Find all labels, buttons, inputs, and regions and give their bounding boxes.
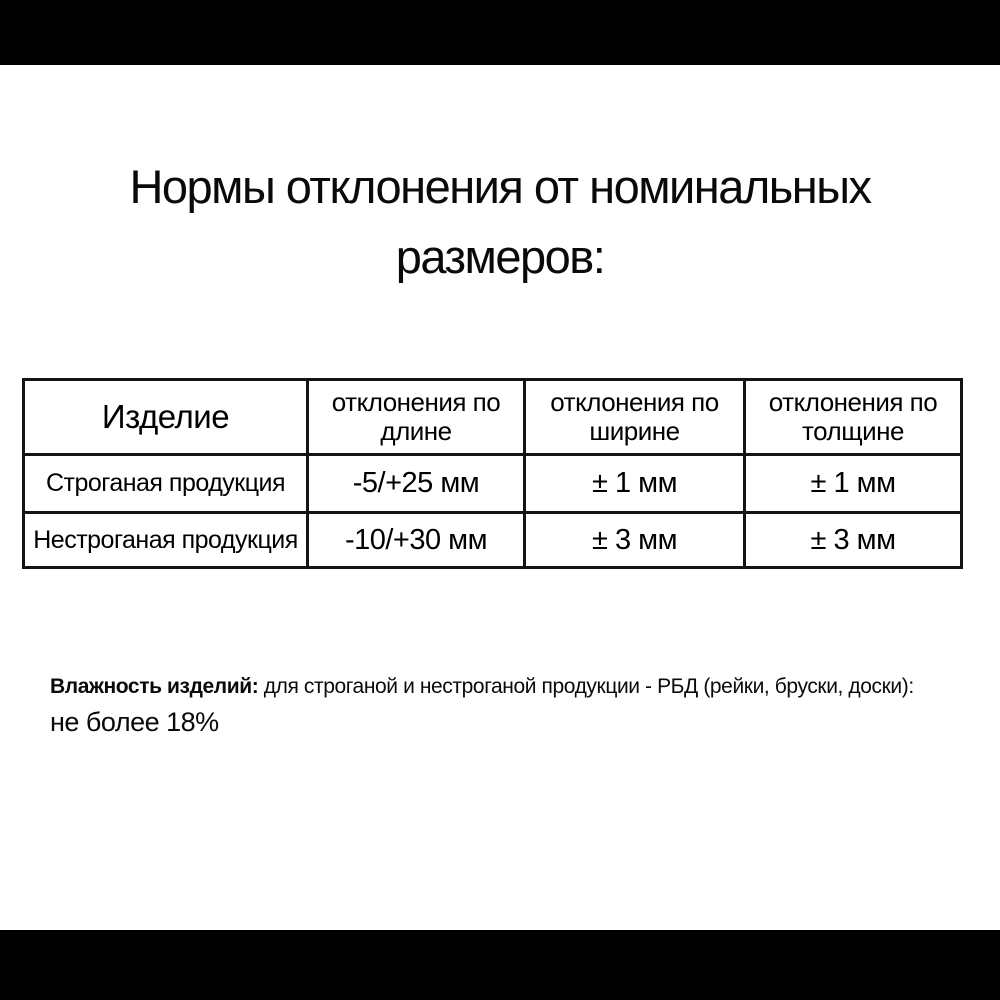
header-cell-width: отклонения по ширине bbox=[525, 380, 745, 455]
thickness-cell: ± 1 мм bbox=[745, 455, 962, 513]
length-cell: -10/+30 мм bbox=[308, 513, 525, 568]
width-cell: ± 1 мм bbox=[525, 455, 745, 513]
moisture-note-line-2: не более 18% bbox=[50, 707, 219, 737]
header-cell-thickness: отклонения по толщине bbox=[745, 380, 962, 455]
thickness-cell: ± 3 мм bbox=[745, 513, 962, 568]
length-cell: -5/+25 мм bbox=[308, 455, 525, 513]
moisture-note-bold-label: Влажность изделий: bbox=[50, 675, 259, 698]
moisture-note-line-1 bbox=[50, 674, 960, 700]
header-cell-product: Изделие bbox=[24, 380, 308, 455]
moisture-note bbox=[50, 674, 960, 738]
moisture-note-text: для строганой и нестроганой продукции - РБД (рейки, бруски, доски): bbox=[258, 675, 914, 698]
width-cell: ± 3 мм bbox=[525, 513, 745, 568]
letterbox-top-bar bbox=[0, 0, 1000, 65]
table-row-planed bbox=[24, 455, 962, 513]
deviation-norms-table bbox=[22, 378, 963, 569]
letterbox-bottom-bar bbox=[0, 930, 1000, 1000]
header-cell-length: отклонения по длине bbox=[308, 380, 525, 455]
page-title-line-2: размеров: bbox=[395, 230, 605, 283]
page-title bbox=[0, 152, 1000, 292]
product-cell: Строганая продукция bbox=[24, 455, 308, 513]
table-header-row bbox=[24, 380, 962, 455]
table-row-unplaned bbox=[24, 513, 962, 568]
page-title-line-1: Нормы отклонения от номинальных bbox=[129, 160, 871, 213]
product-cell: Нестроганая продукция bbox=[24, 513, 308, 568]
